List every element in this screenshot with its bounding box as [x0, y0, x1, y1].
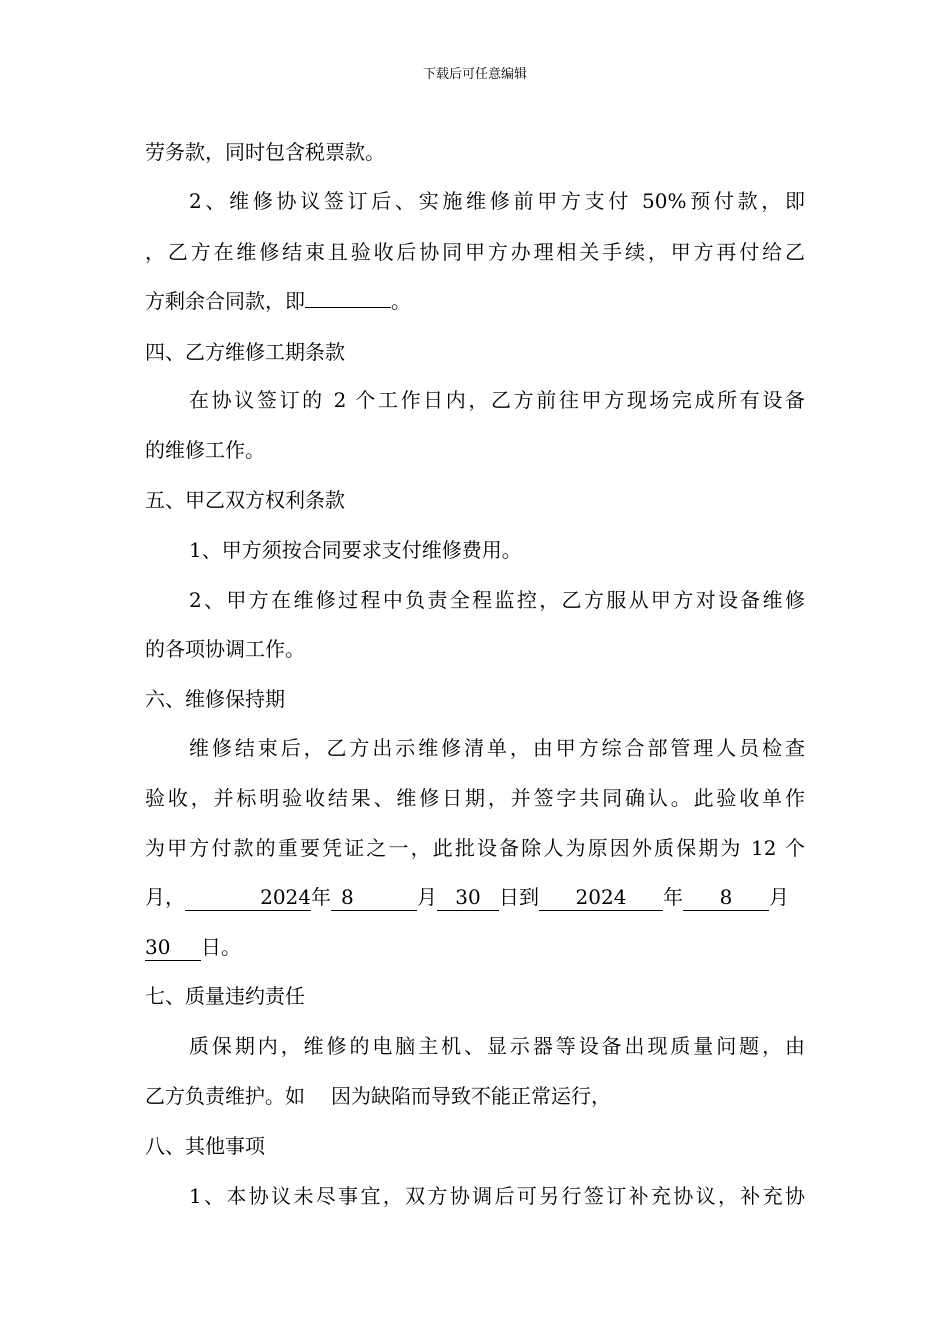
paragraph-line [145, 286, 805, 316]
day-blank: 30 [145, 934, 201, 961]
paragraph-line: 在协议签订的 2 个工作日内，乙方前往甲方现场完成所有设备 [189, 388, 805, 412]
paragraph-line: 验收，并标明验收结果、维修日期，并签字共同确认。此验收单作 [145, 786, 805, 810]
line-text: 因为缺陷而导致不能正常运行， [331, 1084, 611, 1108]
paragraph-line: 质保期内，维修的电脑主机、显示器等设备出现质量问题，由 [189, 1034, 805, 1058]
month-blank: 8 [683, 884, 769, 911]
line-text: 方剩余合同款，即 [145, 289, 305, 313]
paragraph-line: ，乙方在维修结束且验收后协同甲方办理相关手续，甲方再付给乙 [145, 240, 805, 264]
paragraph-line: 2、甲方在维修过程中负责全程监控，乙方服从甲方对设备维修 [189, 588, 805, 612]
section-heading: 五、甲乙双方权利条款 [145, 488, 345, 512]
line-text: 月 [417, 885, 437, 909]
section-heading: 七、质量违约责任 [145, 984, 305, 1008]
year-blank: 2024 [539, 884, 663, 911]
paragraph-line: 2、维修协议签订后、实施维修前甲方支付 50%预付款，即 [189, 189, 805, 213]
line-text: 乙方负责维护。如 [145, 1084, 305, 1108]
paragraph-line: 为甲方付款的重要凭证之一，此批设备除人为原因外质保期为 12 个 [145, 836, 805, 860]
line-text: 月 [769, 885, 789, 909]
paragraph-line: 劳务款，同时包含税票款。 [145, 140, 385, 164]
paragraph-line: 的各项协调工作。 [145, 637, 305, 661]
line-text: 年 [663, 885, 683, 909]
line-text: 月， [145, 885, 185, 909]
paragraph-line: 1、本协议未尽事宜，双方协调后可另行签订补充协议，补充协 [189, 1184, 805, 1208]
paragraph-line: 的维修工作。 [145, 438, 265, 462]
paragraph-line: 维修结束后，乙方出示维修清单，由甲方综合部管理人员检查 [189, 736, 805, 760]
section-heading: 八、其他事项 [145, 1134, 265, 1158]
date-line [145, 882, 805, 912]
section-heading: 四、乙方维修工期条款 [145, 340, 345, 364]
line-text: 日到 [499, 885, 539, 909]
line-text: 。 [391, 289, 411, 313]
year-blank: 2024 [185, 884, 311, 911]
day-blank: 30 [437, 884, 499, 911]
paragraph-line: 1、甲方须按合同要求支付维修费用。 [189, 538, 522, 562]
line-text: 日。 [201, 935, 241, 959]
paragraph-line [145, 1081, 805, 1111]
amount-blank [305, 307, 391, 308]
line-text: 年 [311, 885, 331, 909]
date-line-end [145, 932, 805, 962]
page-header: 下载后可任意编辑 [422, 67, 527, 82]
section-heading: 六、维修保持期 [145, 687, 285, 711]
month-blank: 8 [331, 884, 417, 911]
